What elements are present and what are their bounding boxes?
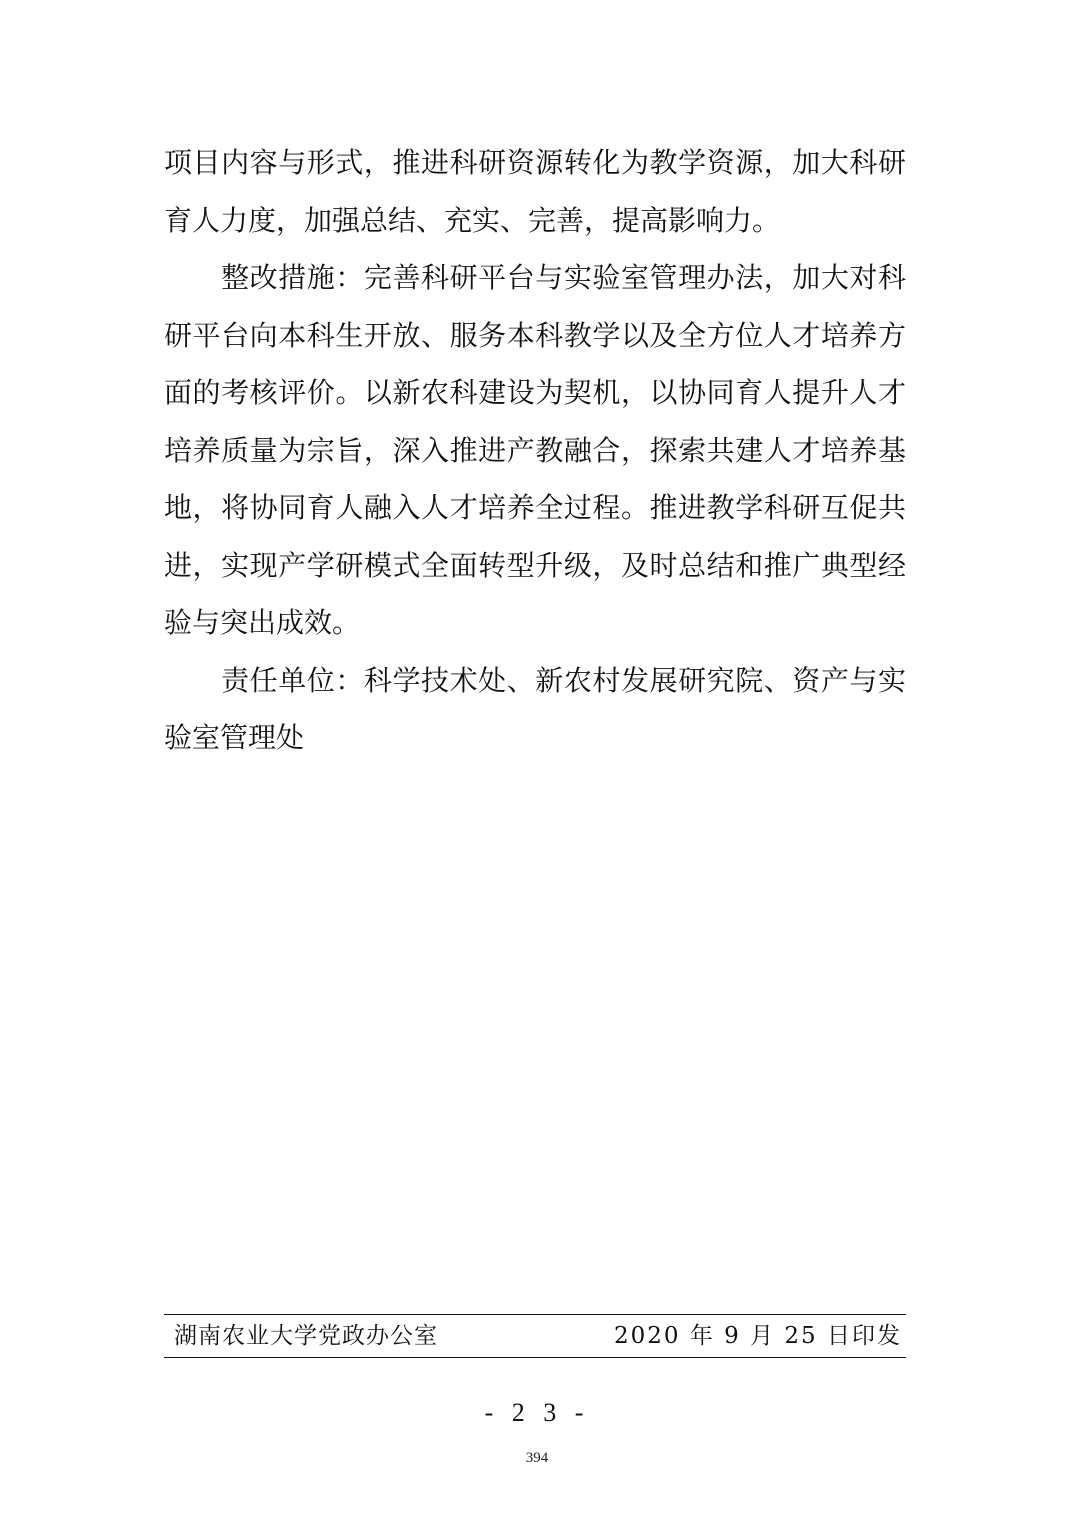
body-line: 研平台向本科生开放、服务本科教学以及全方位人才培养方 bbox=[164, 318, 906, 352]
body-line: 面的考核评价。以新农科建设为契机，以协同育人提升人才 bbox=[164, 376, 906, 409]
body-text bbox=[164, 134, 906, 767]
body-line: 育人力度，加强总结、充实、完善，提高影响力。 bbox=[164, 203, 781, 237]
imprint-issuer: 湖南农业大学党政办公室 bbox=[174, 1323, 438, 1349]
body-line: 整改措施：完善科研平台与实验室管理办法，加大对科 bbox=[164, 261, 906, 294]
body-line: 责任单位：科学技术处、新农村发展研究院、资产与实 bbox=[164, 663, 906, 697]
body-line: 验室管理处 bbox=[164, 721, 305, 754]
imprint-date: 2020 年 9 月 25 日印发 bbox=[614, 1323, 902, 1349]
body-line: 项目内容与形式，推进科研资源转化为教学资源，加大科研 bbox=[164, 146, 906, 179]
page-number: - 2 3 - bbox=[484, 1398, 590, 1427]
body-line: 培养质量为宗旨，深入推进产教融合，探索共建人才培养基 bbox=[164, 433, 906, 467]
imprint-bar bbox=[164, 1314, 906, 1358]
body-line: 验与突出成效。 bbox=[164, 606, 361, 639]
body-line: 地，将协同育人融入人才培养全过程。推进教学科研互促共 bbox=[164, 491, 906, 524]
scan-page-number: 394 bbox=[525, 1450, 549, 1466]
body-line: 进，实现产学研模式全面转型升级，及时总结和推广典型经 bbox=[164, 548, 906, 582]
